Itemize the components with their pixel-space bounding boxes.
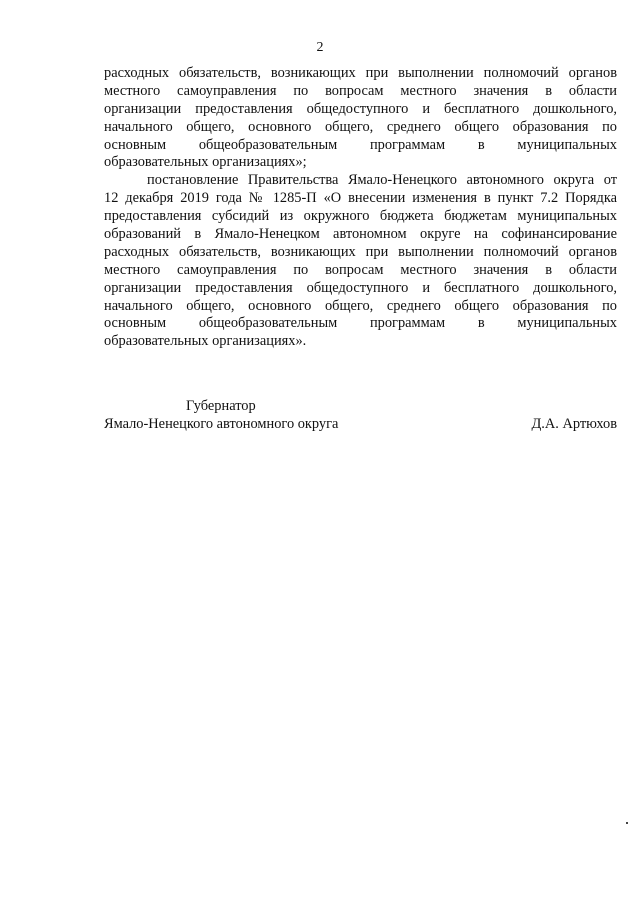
- text-line: основным общеобразовательным программам в муниципальных: [104, 315, 617, 332]
- text-line: расходных обязательств, возникающих при выполнении полномочий органов: [104, 243, 617, 260]
- page-number: 2: [316, 40, 324, 55]
- document-body: [104, 65, 617, 351]
- text-line: предоставления субсидий из окружного бюджета бюджетам муниципальных: [104, 208, 617, 225]
- text-line: образовательных организациях».: [104, 333, 307, 350]
- signature-block: [104, 397, 617, 433]
- text-line: 12 декабря 2019 года № 1285-П «О внесении изменения в пункт 7.2 Порядка: [104, 190, 617, 207]
- text-line: организации предоставления общедоступного и бесплатного дошкольного,: [104, 279, 617, 296]
- text-line: местного самоуправления по вопросам местного значения в области: [104, 82, 617, 99]
- text-line: образований в Ямало-Ненецком автономном округе на софинансирование: [104, 226, 617, 243]
- text-line: расходных обязательств, возникающих при выполнении полномочий органов: [104, 65, 617, 81]
- signer-name: Д.А. Артюхов: [531, 416, 617, 432]
- signer-organization: Ямало-Ненецкого автономного округа: [104, 416, 339, 432]
- text-line: образовательных организациях»;: [104, 154, 307, 171]
- scan-speck: [626, 822, 628, 824]
- text-line: постановление Правительства Ямало-Ненецкого автономного округа от: [147, 172, 617, 189]
- text-line: местного самоуправления по вопросам местного значения в области: [104, 261, 617, 278]
- text-line: основным общеобразовательным программам в муниципальных: [104, 136, 617, 153]
- text-line: начального общего, основного общего, среднего общего образования по: [104, 297, 617, 314]
- text-line: начального общего, основного общего, среднего общего образования по: [104, 118, 617, 135]
- signer-position: Губернатор: [186, 398, 256, 414]
- paragraph-resolution-1285: [104, 172, 617, 351]
- text-line: организации предоставления общедоступного и бесплатного дошкольного,: [104, 100, 617, 117]
- signature-row: [104, 415, 617, 433]
- paragraph-continued: [104, 65, 617, 172]
